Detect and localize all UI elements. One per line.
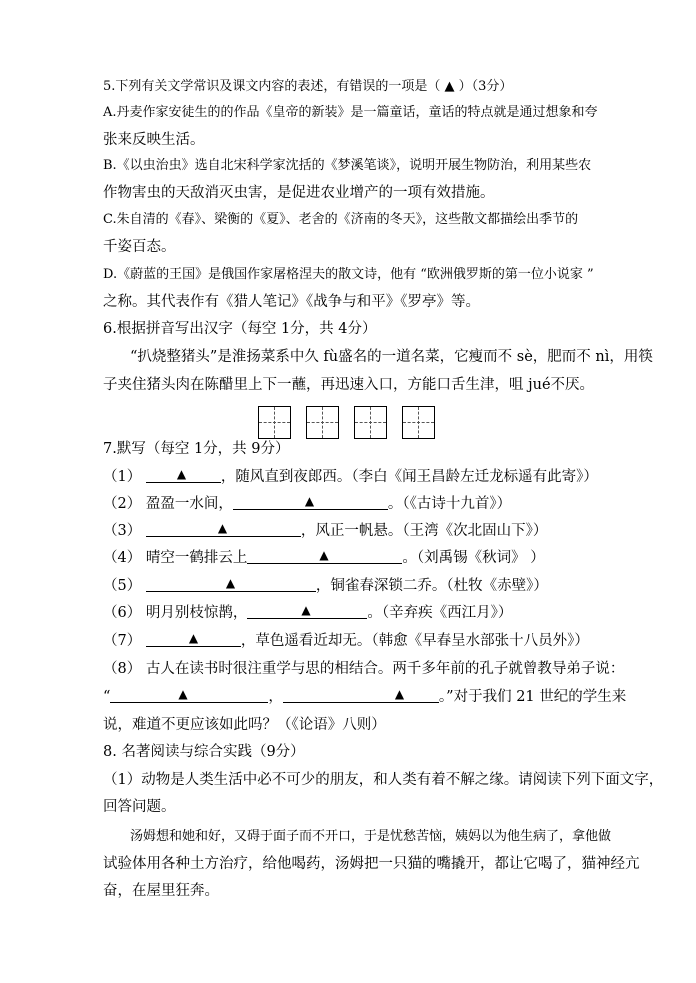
item-text: 。（刘禹锡《秋词》 ） xyxy=(402,550,545,566)
item-number: （6） xyxy=(103,605,142,621)
item-text: 明月别枝惊鹊， xyxy=(145,605,248,621)
q6-passage-line1: “扒烧整猪头”是淮扬菜系中久 fù盛名的一道名菜，它瘦而不 sè，肥而不 nì，用筷 xyxy=(130,349,653,365)
item-text: 。（辛弃疾《西江月》） xyxy=(367,605,513,621)
fill-blank-9[interactable] xyxy=(283,688,439,703)
fill-blank-4[interactable] xyxy=(247,549,402,564)
fill-blank-5[interactable] xyxy=(146,577,316,592)
q5-option-c-line1: C.朱自清的《春》、梁衡的《夏》、老舍的《济南的冬天》，这些散文都描绘出季节的 xyxy=(103,212,579,227)
triangle-marker: ▲ xyxy=(176,467,187,481)
fill-blank-8[interactable] xyxy=(110,688,268,703)
q5-option-d-line2: 之称。其代表作有《猎人笔记》《战争与和平》《罗亭》等。 xyxy=(103,294,480,310)
triangle-marker: ▲ xyxy=(217,521,228,535)
q7-item-5 xyxy=(103,577,548,595)
fill-blank-3[interactable] xyxy=(146,522,301,537)
q5-option-a-line1: A.丹麦作家安徒生的的作品《皇帝的新装》是一篇童话，童话的特点就是通过想象和夸 xyxy=(103,105,598,120)
answer-box-2[interactable] xyxy=(306,406,339,439)
fill-blank-2[interactable] xyxy=(233,495,388,510)
q8-reading-line2: 试验体用各种土方治疗，给他喝药，汤姆把一只猫的嘴撬开，都让它喝了，猫神经亢 xyxy=(103,856,640,872)
q8-reading-line3: 奋，在屋里狂奔。 xyxy=(103,883,219,899)
q5-option-d-line1: D.《蔚蓝的王国》是俄国作家屠格涅夫的散文诗，他有 “欧洲俄罗斯的第一位小说家 ” xyxy=(103,267,594,282)
item-number: （7） xyxy=(103,633,142,649)
item-number: （8） xyxy=(103,661,142,677)
item-text: ，风正一帆悬。（王湾《次北固山下》） xyxy=(300,523,548,539)
q7-item-7 xyxy=(103,632,589,650)
q7-item-2 xyxy=(103,495,511,513)
q7-item-3 xyxy=(103,522,547,540)
answer-box-1[interactable] xyxy=(258,406,291,439)
triangle-marker: ▲ xyxy=(188,631,199,645)
q7-item-8 xyxy=(103,660,624,678)
item-text: 盈盈一水间， xyxy=(145,496,233,512)
q6-title: 6.根据拼音写出汉字（每空 1分，共 4分） xyxy=(103,321,377,337)
answer-box-3[interactable] xyxy=(354,406,387,439)
q7-item-4 xyxy=(103,549,545,567)
q7-title: 7.默写（每空 1分，共 9分） xyxy=(103,441,290,457)
item-number: （1） xyxy=(103,469,142,485)
item-text: 古人在读书时很注重学与思的相结合。两千多年前的孔子就曾教导弟子说： xyxy=(145,661,625,677)
triangle-marker: ▲ xyxy=(225,576,236,590)
item-number: （2） xyxy=(103,496,142,512)
item-number: （3） xyxy=(103,523,142,539)
open-quote: “ xyxy=(103,689,111,705)
q7-item-8-last: 说，难道不更应该如此吗？（《论语》八则） xyxy=(103,717,386,733)
q8-reading-line1: 汤姆想和她和好，又碍于面子而不开口，于是忧愁苦恼，姨妈以为他生病了，拿他做 xyxy=(130,829,612,844)
q7-item-1 xyxy=(103,468,598,486)
q5-option-a-line2: 张来反映生活。 xyxy=(103,132,205,148)
fill-blank-6[interactable] xyxy=(247,604,367,619)
answer-box-4[interactable] xyxy=(402,406,435,439)
triangle-marker: ▲ xyxy=(304,494,315,508)
item-text: ，草色遥看近却无。（韩愈《早春呈水部张十八员外》） xyxy=(240,633,589,649)
triangle-marker: ▲ xyxy=(301,603,311,617)
q8-title: 8. 名著阅读与综合实践（9分） xyxy=(103,744,305,760)
q5-option-b-line2: 作物害虫的天敌消灭虫害，是促进农业增产的一项有效措施。 xyxy=(103,185,495,201)
fill-blank-7[interactable] xyxy=(146,632,241,647)
q7-item-8-blanks xyxy=(103,688,626,706)
comma: ， xyxy=(268,689,283,705)
triangle-marker: ▲ xyxy=(394,687,405,701)
q6-passage-line2: 子夹住猪头肉在陈醋里上下一蘸，再迅速入口，方能口舌生津，咀 jué不厌。 xyxy=(103,377,595,393)
item-text: ，随风直到夜郎西。（李白《闻王昌龄左迁龙标遥有此寄》） xyxy=(220,469,598,485)
item-text: 。（《古诗十九首》） xyxy=(387,496,512,512)
triangle-marker: ▲ xyxy=(319,548,329,562)
item-number: （4） xyxy=(103,550,142,566)
item-number: （5） xyxy=(103,578,142,594)
q7-item-6 xyxy=(103,604,512,622)
q5-option-c-line2: 千姿百态。 xyxy=(103,239,176,255)
triangle-marker: ▲ xyxy=(178,687,188,701)
q8-sub1-line1: （1）动物是人类生活中必不可少的朋友，和人类有着不解之缘。请阅读下列下面文字， xyxy=(103,772,664,788)
item-text: 。”对于我们 21 世纪的学生来 xyxy=(438,689,627,705)
fill-blank-1[interactable] xyxy=(146,468,221,483)
item-text: 晴空一鹤排云上 xyxy=(145,550,248,566)
q8-sub1-line2: 回答问题。 xyxy=(103,799,176,815)
q5-stem: 5.下列有关文学常识及课文内容的表述，有错误的一项是（ ▲ ）（3分） xyxy=(103,79,513,94)
q5-option-b-line1: B.《以虫治虫》选自北宋科学家沈括的《梦溪笔谈》，说明开展生物防治，利用某些农 xyxy=(103,158,592,173)
item-text: ，铜雀春深锁二乔。（杜牧《赤壁》） xyxy=(315,578,548,594)
